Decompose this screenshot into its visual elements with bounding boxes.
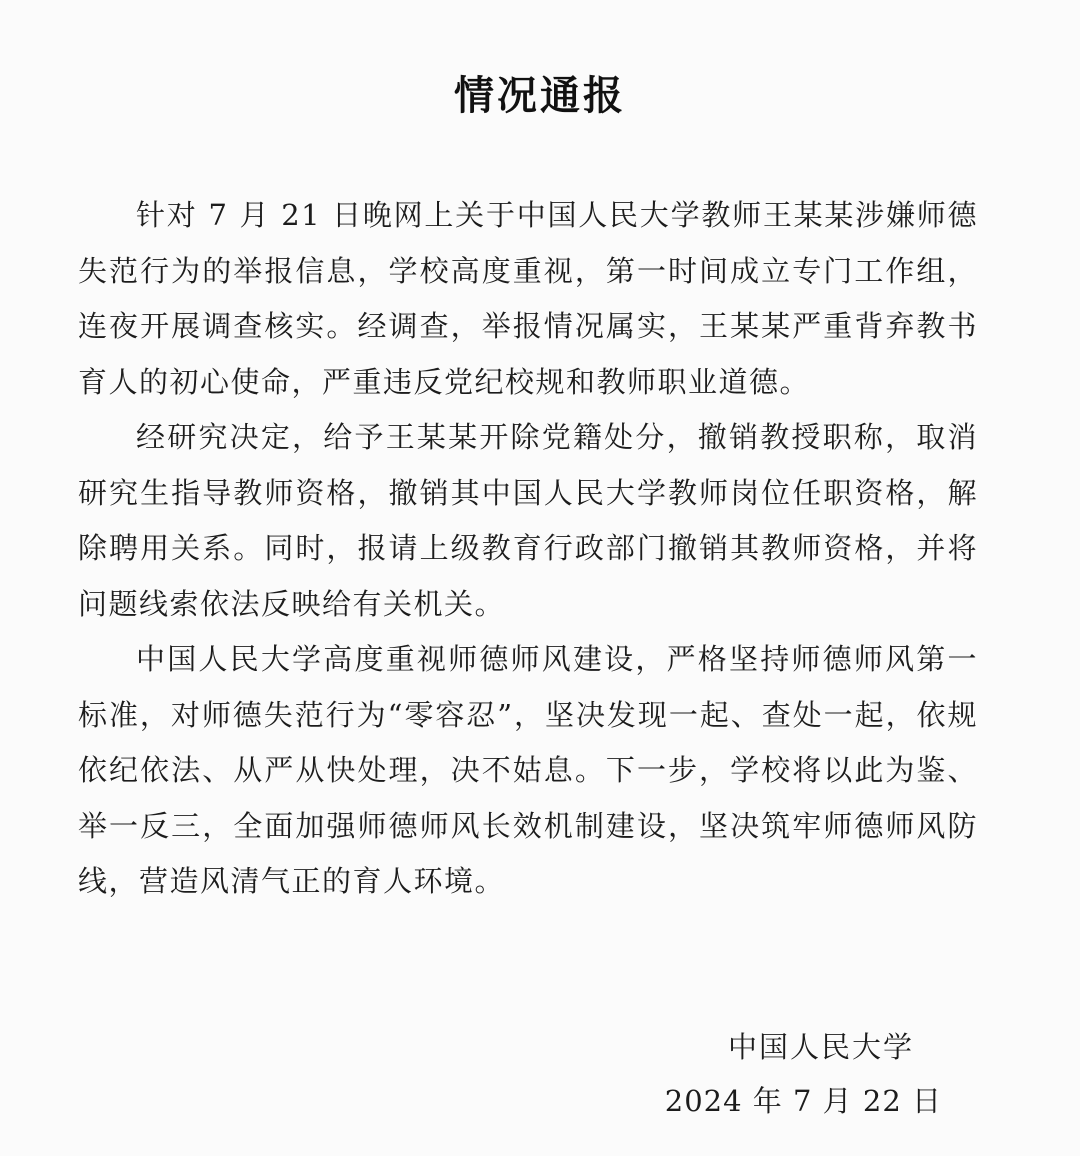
signature-block (665, 1022, 942, 1130)
paragraph-investigation: 针对 7 月 21 日晚网上关于中国人民大学教师王某某涉嫌师德失范行为的举报信息，学校高度重视，第一时间成立专门工作组，连夜开展调查核实。经调查，举报情况属实，王某某严重背弃教书育人的初心使命，严重违反党纪校规和教师职业道德。 (78, 198, 978, 399)
paragraph-decision: 经研究决定，给予王某某开除党籍处分，撤销教授职称，取消研究生指导教师资格，撤销其中国人民大学教师岗位任职资格，解除聘用关系。同时，报请上级教育行政部门撤销其教师资格，并将问题线索依法反映给有关机关。 (78, 420, 978, 621)
signature-date: 2024 年 7 月 22 日 (664, 1084, 942, 1118)
signature-organization: 中国人民大学 (727, 1030, 914, 1064)
notice-body (78, 188, 978, 910)
notice-title: 情况通报 (454, 73, 626, 119)
paragraph-next-steps: 中国人民大学高度重视师德师风建设，严格坚持师德师风第一标准，对师德失范行为“零容忍”，坚决发现一起、查处一起，依规依纪依法、从严从快处理，决不姑息。下一步，学校将以此为鉴、举一反三，全面加强师德师风长效机制建设，坚决筑牢师德师风防线，营造风清气正的育人环境。 (78, 642, 978, 898)
